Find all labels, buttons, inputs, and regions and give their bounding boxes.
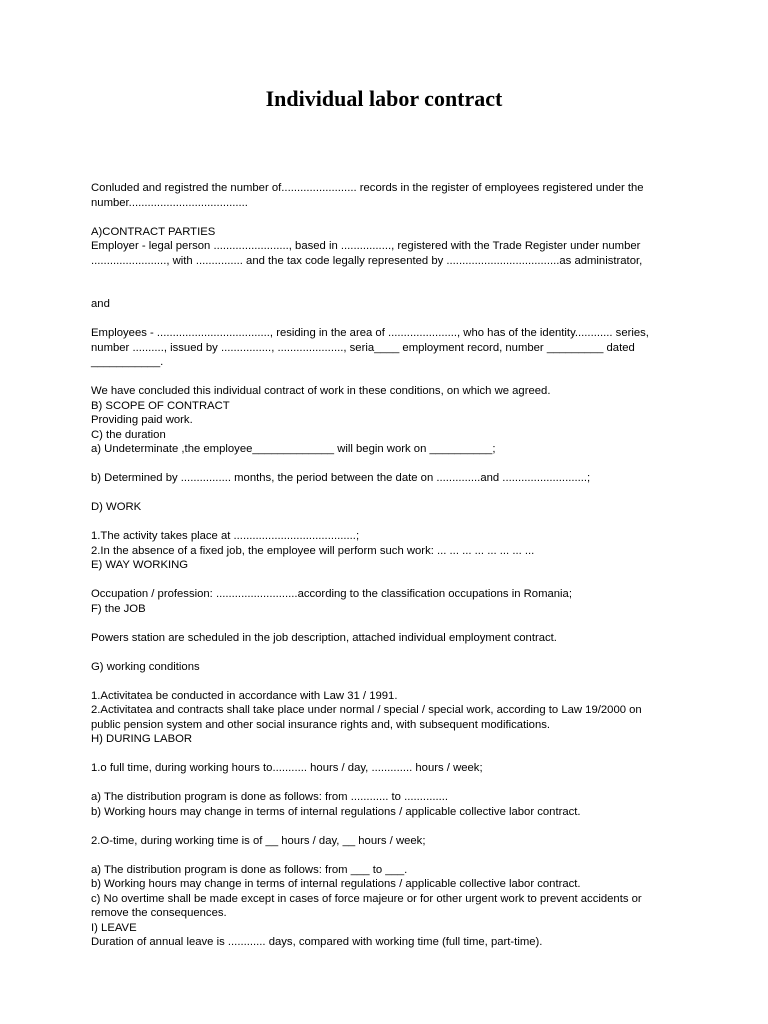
document-title: Individual labor contract xyxy=(265,86,503,111)
blank-line xyxy=(91,747,671,762)
text-line: I) LEAVE xyxy=(91,921,137,934)
blank-line xyxy=(91,515,671,530)
text-line: b) Working hours may change in terms of internal regulations / applicable collective labor contract. xyxy=(91,878,581,890)
blank-line xyxy=(91,268,671,283)
text-line: a) The distribution program is done as follows: from ___ to ___. xyxy=(91,863,408,876)
text-line: H) DURING LABOR xyxy=(91,733,193,745)
text-line: ___________. xyxy=(91,356,164,368)
text-line: Duration of annual leave is ............ days, compared with working time (full time, part-time). xyxy=(91,936,543,948)
text-line: c) No overtime shall be made except in cases of force majeure or for other urgent work to prevent accidents or xyxy=(91,892,642,905)
text-line: b) Determined by ................ months, the period between the date on ..............and ...........................; xyxy=(91,472,591,484)
blank-line xyxy=(91,645,671,660)
text-line: b) Working hours may change in terms of internal regulations / applicable collective labor contract. xyxy=(91,805,581,818)
document-body xyxy=(91,181,671,950)
blank-line xyxy=(91,370,671,385)
blank-line xyxy=(91,848,671,863)
text-line: 2.O-time, during working time is of __ hours / day, __ hours / week; xyxy=(91,834,426,847)
text-line: public pension system and other social insurance rights and, with subsequent modifications. xyxy=(91,718,551,731)
text-line: 1.Activitatea be conducted in accordance with Law 31 / 1991. xyxy=(91,689,398,702)
text-line: A)CONTRACT PARTIES xyxy=(91,225,216,238)
text-line: 2.In the absence of a fixed job, the employee will perform such work: ... ... ... ... ... ... ... ... xyxy=(91,544,535,557)
text-line: number .........., issued by ................, ....................., seria____ employment record, number _________ dated xyxy=(91,341,635,354)
text-line: E) WAY WORKING xyxy=(91,559,189,571)
text-line: 1.o full time, during working hours to........... hours / day, ............. hours / week; xyxy=(91,762,483,774)
text-line: D) WORK xyxy=(91,501,142,513)
text-line: 2.Activitatea and contracts shall take place under normal / special / special work, according to Law 19/2000 on xyxy=(91,704,642,716)
blank-line xyxy=(91,283,671,298)
text-line: Employees - ...................................., residing in the area of ......................, who has of the identity............ series, xyxy=(91,327,649,339)
text-line: B) SCOPE OF CONTRACT xyxy=(91,399,230,412)
blank-line xyxy=(91,457,671,472)
blank-line xyxy=(91,616,671,631)
text-line: and xyxy=(91,298,110,310)
blank-line xyxy=(91,674,671,689)
text-line: G) working conditions xyxy=(91,660,200,673)
text-line: Conluded and registred the number of........................ records in the register of employees registered under the xyxy=(91,182,644,194)
blank-line xyxy=(91,776,671,791)
text-line: C) the duration xyxy=(91,428,166,441)
text-line: Powers station are scheduled in the job description, attached individual employment contract. xyxy=(91,631,557,644)
text-line: Employer - legal person ........................, based in ................, registered with the Trade Register under number xyxy=(91,240,641,252)
text-line: ........................, with ............... and the tax code legally represented by ....................................as administrator, xyxy=(91,254,643,267)
text-line: number...................................... xyxy=(91,196,248,209)
blank-line xyxy=(91,573,671,588)
blank-line xyxy=(91,486,671,501)
blank-line xyxy=(91,819,671,834)
blank-line xyxy=(91,210,671,225)
blank-line xyxy=(91,312,671,327)
text-line: remove the consequences. xyxy=(91,907,227,919)
text-line: F) the JOB xyxy=(91,602,146,615)
text-line: 1.The activity takes place at .......................................; xyxy=(91,530,360,542)
text-line: a) The distribution program is done as follows: from ............ to .............. xyxy=(91,791,449,803)
text-line: Providing paid work. xyxy=(91,414,193,426)
text-line: We have concluded this individual contract of work in these conditions, on which we agreed. xyxy=(91,385,551,397)
text-line: Occupation / profession: ..........................according to the classification occupations in Romania; xyxy=(91,588,572,600)
text-line: a) Undeterminate ,the employee_____________ will begin work on __________; xyxy=(91,443,496,455)
